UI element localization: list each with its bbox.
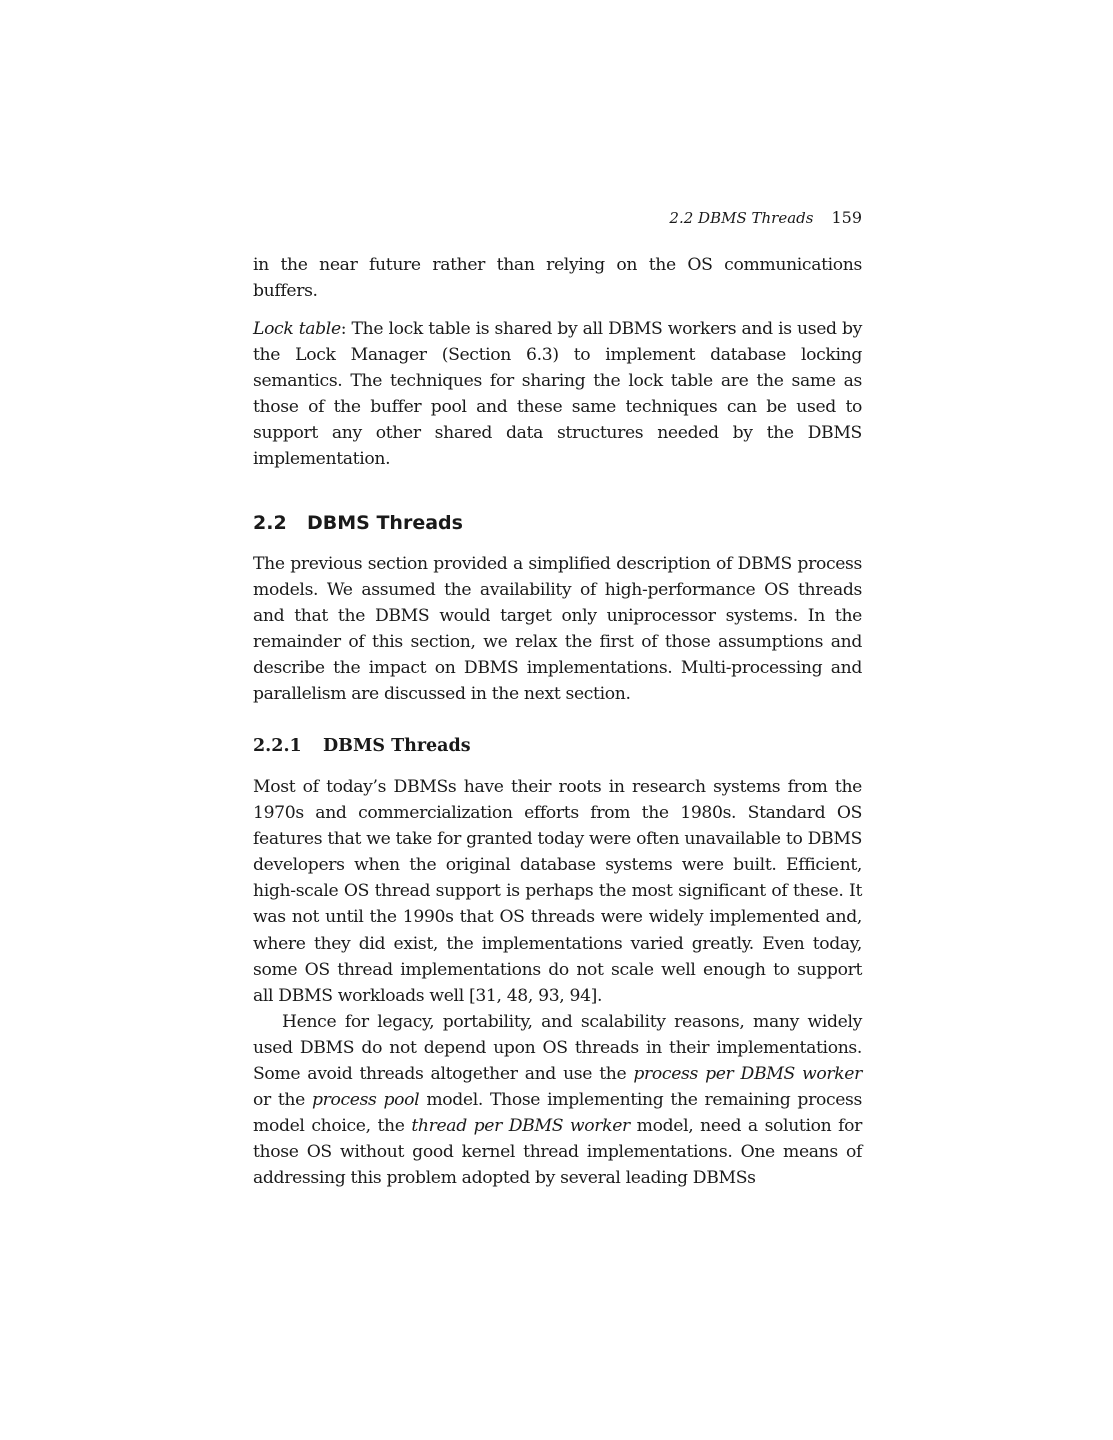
paragraph [253,316,862,473]
paragraph [253,551,862,708]
text: Most of today’s DBMSs have their roots in research systems from the 1970s and commercialization efforts from the 1980s. Standard OS features that we take for granted today were often unavailable to DBMS developers when the original database systems were built. Efficient, high-scale OS thread support is perhaps the most significant of these. It was not until the 1990s that OS threads were widely implemented and, where they did exist, the implementations varied greatly. Even today, some OS thread implementations do not scale well enough to support all DBMS workloads well [31, 48, 93, 94]. [253,777,862,1006]
text: in the near future rather than relying on the OS communications buffers. [253,255,862,302]
text: : The lock table is shared by all DBMS workers and is used by the Lock Manager (Section 6.3) to implement database locking semantics. The techniques for sharing the lock table are the same as those of the buffer pool and these same techniques can be used to support any other shared data structures needed by the DBMS implementation. [253,319,862,470]
subsection-number: 2.2.1 [253,736,302,756]
page-number: 159 [831,208,862,227]
text: The previous section provided a simplified description of DBMS process models. We assumed the availability of high-performance OS threads and that the DBMS would target only uniprocessor systems. In the remainder of this section, we relax the first of those assumptions and describe the impact on DBMS implementations. Multi-processing and parallelism are discussed in the next section. [253,554,862,705]
running-header [669,208,862,227]
section-heading [253,512,463,534]
paragraph [253,252,862,304]
subsection-title: DBMS Threads [323,736,471,756]
section-title: DBMS Threads [307,512,463,534]
subsection-heading [253,736,471,756]
section-number: 2.2 [253,512,287,534]
header-section: 2.2 DBMS Threads [669,209,814,227]
paragraph [253,774,862,1192]
text: Hence for legacy, portability, and scalability reasons, many widely used DBMS do not depend upon OS threads in their implementations. Some avoid threads altogether and use the process per DBMS worker or the process pool model. Those implementing the remaining process model choice, the thread per DBMS worker model, need a solution for those OS without good kernel thread implementations. One means of addressing this problem adopted by several leading DBMSs [253,1011,862,1189]
term: Lock table [253,319,341,339]
